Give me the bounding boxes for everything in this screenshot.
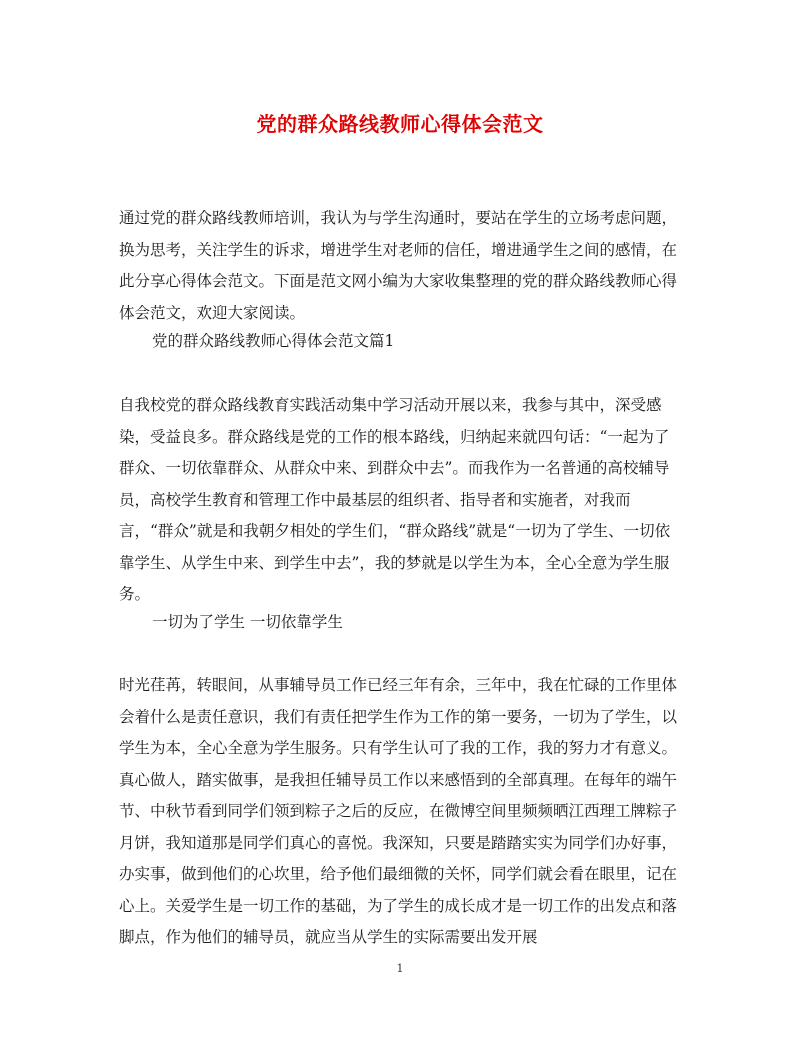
subheading: 一切为了学生 一切依靠学生 <box>152 613 343 631</box>
section1-text: 自我校党的群众路线教育实践活动集中学习活动开展以来，我参与其中，深受感染，受益良多。群众路线是党的工作的根本路线，归纳起来就四句话：“一起为了群众、一切依靠群众、从群众中来、到群众中去”。而我作为一名普通的高校辅导员，高校学生教育和管理工作中最基层的组织者、指导者和实施者，对我而言，“群众”就是和我朝夕相处的学生们，“群众路线”就是“一切为了学生、一切依靠学生、从学生中来、到学生中去”，我的梦就是以学生为本，全心全意为学生服务。 <box>119 396 671 603</box>
intro-paragraph <box>119 203 681 329</box>
document-title: 党的群众路线教师心得体会范文 <box>256 112 544 136</box>
section-heading-1: 党的群众路线教师心得体会范文篇1 <box>152 332 395 350</box>
page-number: 1 <box>396 962 404 975</box>
intro-text: 通过党的群众路线教师培训，我认为与学生沟通时，要站在学生的立场考虑问题，换为思考，关注学生的诉求，增进学生对老师的信任，增进通学生之间的感情，在此分享心得体会范文。下面是范文网小编为大家收集整理的党的群众路线教师心得体会范文，欢迎大家阅读。 <box>119 209 678 322</box>
section2-text: 时光荏苒，转眼间，从事辅导员工作已经三年有余，三年中，我在忙碌的工作里体会着什么是责任意识，我们有责任把学生作为工作的第一要务，一切为了学生，以学生为本，全心全意为学生服务。只有学生认可了我的工作，我的努力才有意义。真心做人，踏实做事，是我担任辅导员工作以来感悟到的全部真理。在每年的端午节、中秋节看到同学们领到粽子之后的反应，在微博空间里频频晒江西理工牌粽子月饼，我知道那是同学们真心的喜悦。我深知，只要是踏踏实实为同学们办好事，办实事，做到他们的心坎里，给予他们最细微的关怀，同学们就会看在眼里，记在心上。关爱学生是一切工作的基础，为了学生的成长成才是一切工作的出发点和落脚点，作为他们的辅导员，就应当从学生的实际需要出发开展 <box>119 676 678 946</box>
section1-paragraph <box>119 390 681 611</box>
section2-paragraph <box>119 670 681 954</box>
